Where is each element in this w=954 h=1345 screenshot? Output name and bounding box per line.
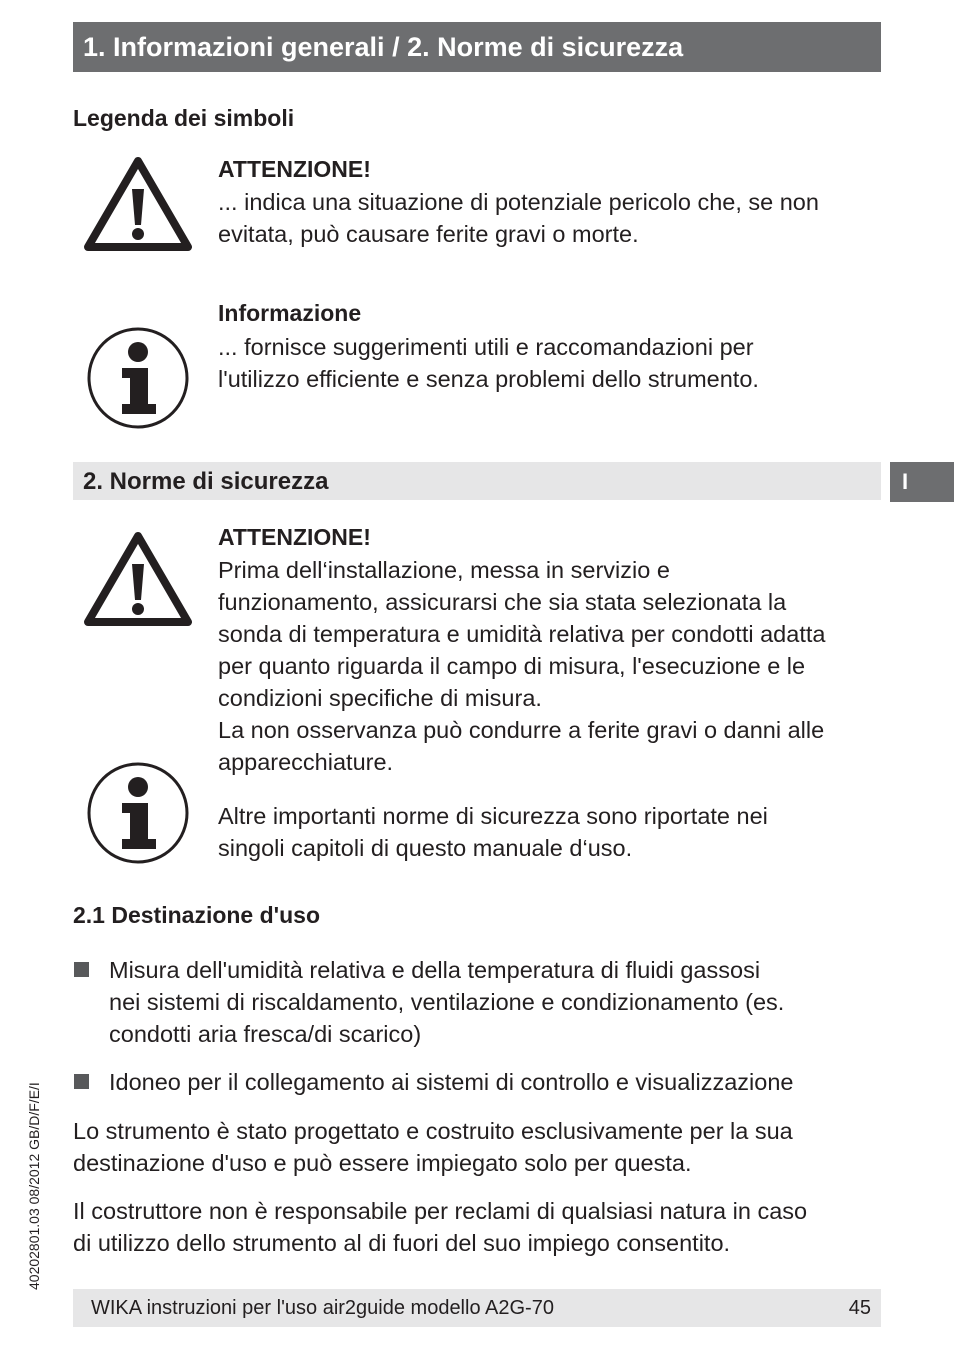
language-tab: I <box>890 462 954 502</box>
safety-info-text: Altre importanti norme di sicurezza sono riportate nei singoli capitoli di questo manuale d‘uso. <box>218 803 768 861</box>
list-item: Idoneo per il collegamento ai sistemi di controllo e visualizzazione <box>109 1069 794 1095</box>
legend-warning-title: ATTENZIONE! <box>218 156 371 182</box>
bullet-square-icon <box>74 962 89 977</box>
info-circle-icon <box>86 761 190 865</box>
page-footer <box>73 1289 881 1327</box>
paragraph: Il costruttore non è responsabile per reclami di qualsiasi natura in caso di utilizzo dello strumento al di fuori del suo impiego consentito. <box>73 1198 808 1256</box>
info-circle-icon <box>86 326 190 430</box>
safety-warning-title: ATTENZIONE! <box>218 524 371 550</box>
section-heading-safety: 2. Norme di sicurezza <box>73 462 881 500</box>
paragraph: Lo strumento è stato progettato e costruito esclusivamente per la sua destinazione d'uso e può essere impiegato solo per questa. <box>73 1118 793 1176</box>
subsection-heading-intended-use: 2.1 Destinazione d'uso <box>73 902 321 928</box>
warning-triangle-icon <box>83 155 193 253</box>
document-code: 40202801.03 08/2012 GB/D/F/E/I <box>26 1082 42 1290</box>
safety-warning-text: Prima dell‘installazione, messa in servizio e funzionamento, assicurarsi che sia stata selezionata la sonda di temperatura e umidità relativa per condotti adatta per quanto riguarda il campo di misura, l'esecuzione e le condizioni specifiche di misura. La non osservanza può condurre a ferite gravi o danni alle apparecchiature. <box>218 557 826 775</box>
page-title: 1. Informazioni generali / 2. Norme di sicurezza <box>73 22 881 72</box>
legend-heading: Legenda dei simboli <box>73 105 295 131</box>
footer-text: WIKA instruzioni per l'uso air2guide modello A2G-70 <box>91 1297 554 1319</box>
warning-triangle-icon <box>83 530 193 628</box>
list-item: Misura dell'umidità relativa e della temperatura di fluidi gassosi nei sistemi di riscaldamento, ventilazione e condizionamento (es. condotti aria fresca/di scarico) <box>109 957 785 1047</box>
page-number: 45 <box>848 1297 871 1319</box>
legend-info-text: ... fornisce suggerimenti utili e raccomandazioni per l'utilizzo efficiente e senza problemi dello strumento. <box>218 334 759 392</box>
bullet-square-icon <box>74 1074 89 1089</box>
legend-info-title: Informazione <box>218 300 362 326</box>
legend-warning-text: ... indica una situazione di potenziale pericolo che, se non evitata, può causare ferite gravi o morte. <box>218 189 819 247</box>
